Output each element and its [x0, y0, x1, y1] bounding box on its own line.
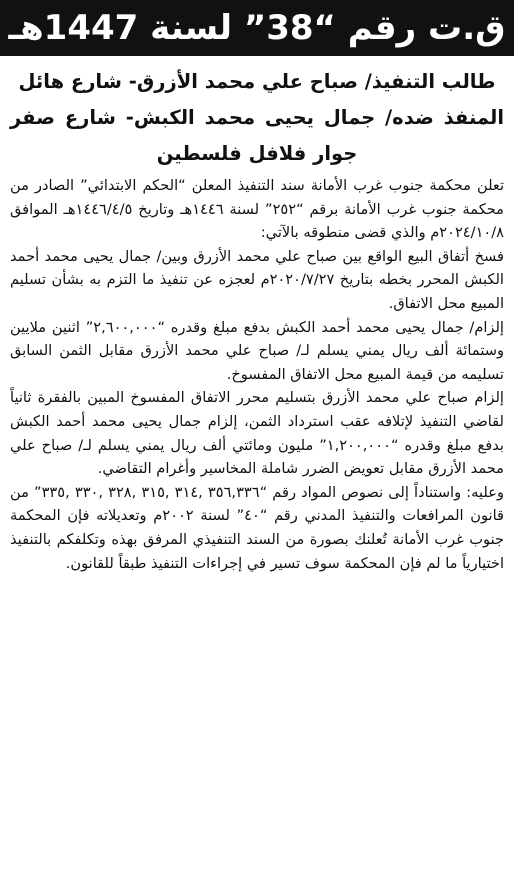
case-number-header: [0, 0, 514, 56]
clause-compensation: إلزام صباح علي محمد الأزرق بتسليم محرر الاتفاق المفسوخ المبين بالفقرة ثانياً لقاضي التنفيذ لإتلافه عقب استرداد الثمن، إلزام جمال يحيى محمد أحمد الكبش بدفع مبلغ وقدره “١,٢٠٠,٠٠٠” مليون ومائتي ألف ريال يمني يسلم لـ/ صباح علي محمد الأزرق مقابل تعويض الضرر شاملة المخاسير وأغرام التقاضي.: [10, 389, 504, 478]
applicant-line: طالب التنفيذ/ صباح علي محمد الأزرق- شارع هائل: [18, 70, 496, 93]
clause-rescission: فسخ أتفاق البيع الواقع بين صباح علي محمد الأزرق وبين/ جمال يحيى محمد أحمد الكبش المحرر بخطه بتاريخ ٢٠٢٠/٧/٢٧م لعجزه عن تنفيذ ما التزم به بشأن تسليم المبيع محل الاتفاق.: [10, 247, 504, 312]
parties-section: [10, 64, 504, 172]
notice-body: [10, 174, 504, 575]
case-number-title: ق.ت رقم “38” لسنة 1447هـ: [8, 8, 506, 48]
clause-refund: إلزام/ جمال يحيى محمد أحمد الكبش بدفع مبلغ وقدره “٢,٦٠٠,٠٠٠” اثنين ملايين وستمائة ألف ريال يمني يسلم لـ/ صباح علي محمد الأزرق مقابل الثمن السابق تسليمه من قيمة المبيع محل الاتفاق المفسوخ.: [10, 318, 504, 383]
respondent-line: المنفذ ضده/ جمال يحيى محمد الكبش- شارع صفر جوار فلافل فلسطين: [10, 106, 504, 165]
closing-paragraph: وعليه: واستناداً إلى نصوص المواد رقم “٣٥٦,٣٣٦ ,٣١٤ ,٣١٥ ,٣٢٨ ,٣٣٠ ,٣٣٥” من قانون المرافعات والتنفيذ المدني رقم “٤٠” لسنة ٢٠٠٢م وتعديلاته فإن المحكمة جنوب غرب الأمانة تُعلنك بصورة من السند التنفيذي المرفق بهذه وتكلفكم بالتنفيذ اختيارياً ما لم فإن المحكمة سوف تسير في إجراءات التنفيذ طبقاً للقانون.: [10, 483, 504, 572]
intro-paragraph: تعلن محكمة جنوب غرب الأمانة سند التنفيذ المعلن “الحكم الابتدائي” الصادر من محكمة جنوب غرب الأمانة برقم “٢٥٢” لسنة ١٤٤٦هـ وتاريخ ١٤٤٦/٤/٥هـ الموافق ٢٠٢٤/١٠/٨م والذي قضى منطوقه بالآتي:: [10, 177, 504, 242]
